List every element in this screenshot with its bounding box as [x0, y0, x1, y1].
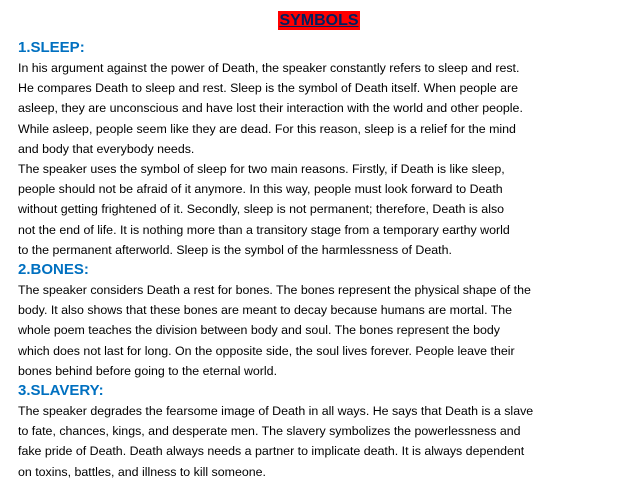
text-line: and body that everybody needs.	[18, 141, 195, 156]
section-heading-sleep: 1.SLEEP:	[18, 39, 85, 56]
slide-content	[18, 38, 630, 482]
text-line: which does not last for long. On the opposite side, the soul lives forever. People leave their	[18, 343, 515, 358]
section-heading-bones: 2.BONES:	[18, 261, 89, 279]
text-line: bones behind before going to the eternal world.	[18, 363, 278, 378]
text-line: The speaker uses the symbol of sleep for two main reasons. Firstly, if Death is like sleep,	[18, 162, 505, 177]
text-line: not the end of life. It is nothing more than a transitory stage from a temporary earthy world	[18, 222, 510, 237]
text-line: on toxins, battles, and illness to kill someone.	[18, 464, 266, 479]
section-heading-slavery: 3.SLAVERY:	[18, 382, 104, 400]
slide-title: SYMBOLS	[279, 12, 359, 29]
section-body-slavery	[18, 401, 630, 482]
text-line: asleep, they are unconscious and have lost their interaction with the world and other people.	[18, 101, 523, 116]
text-line: people should not be afraid of it anymore. In this way, people must look forward to Death	[18, 182, 503, 197]
text-line: to the permanent afterworld. Sleep is the symbol of the harmlessness of Death.	[18, 242, 452, 257]
text-line: The speaker degrades the fearsome image of Death in all ways. He says that Death is a slave	[18, 404, 534, 419]
section-body-sleep	[18, 58, 630, 260]
text-line: He compares Death to sleep and rest. Sleep is the symbol of Death itself. When people are	[18, 81, 519, 96]
text-line: body. It also shows that these bones are meant to decay because humans are mortal. The	[18, 303, 513, 318]
text-line: In his argument against the power of Death, the speaker constantly refers to sleep and rest.	[18, 61, 520, 75]
text-line: While asleep, people seem like they are dead. For this reason, sleep is a relief for the mind	[18, 121, 516, 136]
text-line: without getting frightened of it. Secondly, sleep is not permanent; therefore, Death is also	[18, 202, 505, 217]
text-line: The speaker considers Death a rest for bones. The bones represent the physical shape of the	[18, 283, 531, 298]
text-line: to fate, chances, kings, and desperate men. The slavery symbolizes the powerlessness and	[18, 424, 521, 439]
text-line: whole poem teaches the division between body and soul. The bones represent the body	[18, 323, 500, 338]
text-line: fake pride of Death. Death always needs a partner to implicate death. It is always dependent	[18, 444, 525, 459]
title-wrap	[0, 11, 638, 30]
section-body-bones	[18, 280, 630, 381]
